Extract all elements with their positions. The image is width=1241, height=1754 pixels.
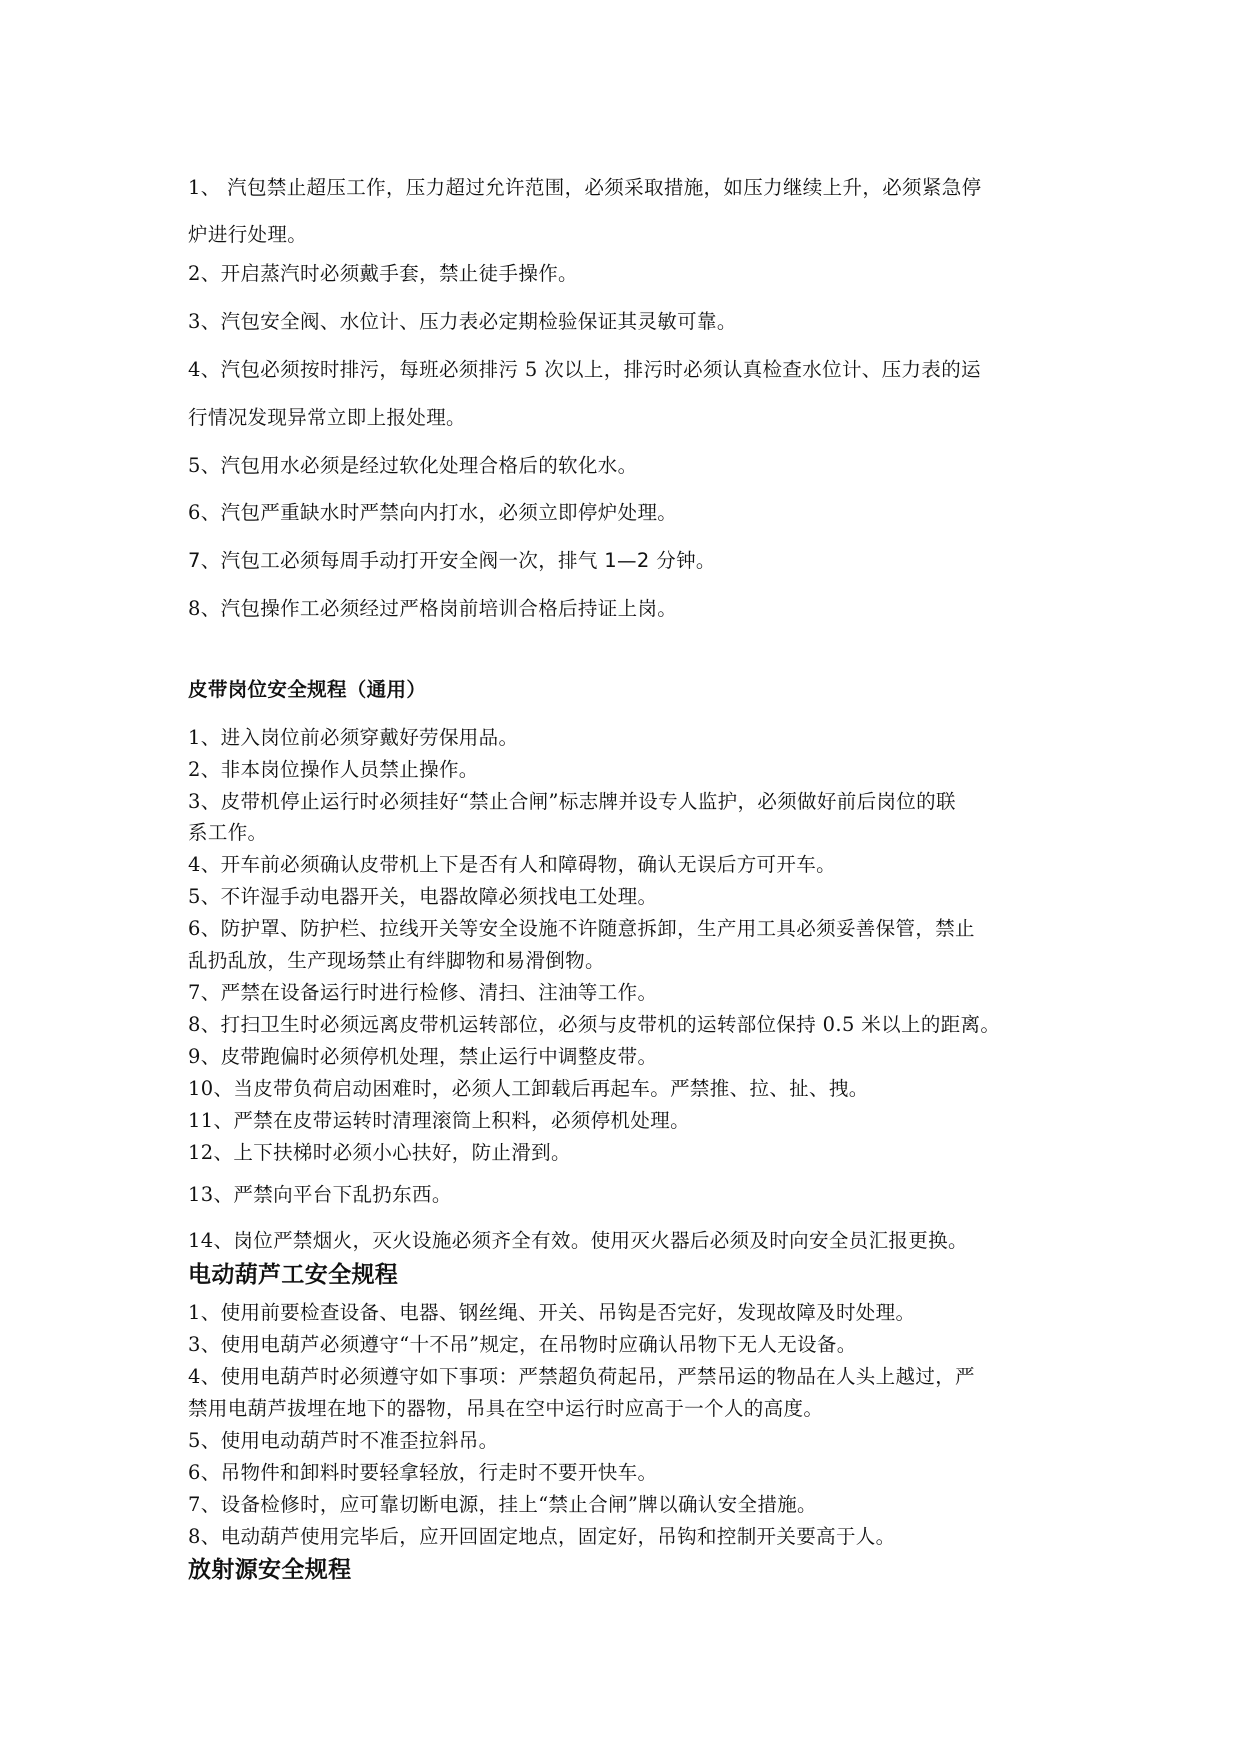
list-item: 7、汽包工必须每周手动打开安全阀一次，排气 1—2 分钟。 [188, 549, 716, 572]
list-item: 1、 汽包禁止超压工作，压力超过允许范围，必须采取措施，如压力继续上升，必须紧急停 [188, 176, 982, 199]
list-item: 12、上下扶梯时必须小心扶好，防止滑到。 [188, 1141, 571, 1164]
list-item: 8、汽包操作工必须经过严格岗前培训合格后持证上岗。 [188, 597, 678, 620]
list-item: 13、严禁向平台下乱扔东西。 [188, 1183, 452, 1206]
list-item: 6、防护罩、防护栏、拉线开关等安全设施不许随意拆卸，生产用工具必须妥善保管，禁止 [188, 917, 975, 940]
list-item: 系工作。 [188, 821, 268, 844]
list-item: 乱扔乱放，生产现场禁止有绊脚物和易滑倒物。 [188, 949, 605, 972]
list-item: 3、汽包安全阀、水位计、压力表必定期检验保证其灵敏可靠。 [188, 310, 737, 333]
list-item: 3、皮带机停止运行时必须挂好“禁止合闸”标志牌并设专人监护，必须做好前后岗位的联 [188, 790, 956, 813]
list-item: 10、当皮带负荷启动困难时，必须人工卸载后再起车。严禁推、拉、扯、拽。 [188, 1077, 869, 1100]
list-item: 6、汽包严重缺水时严禁向内打水，必须立即停炉处理。 [188, 501, 678, 524]
list-item: 2、非本岗位操作人员禁止操作。 [188, 758, 479, 781]
list-item: 禁用电葫芦拔埋在地下的器物，吊具在空中运行时应高于一个人的高度。 [188, 1397, 824, 1420]
list-item: 行情况发现异常立即上报处理。 [188, 406, 466, 429]
list-item: 4、使用电葫芦时必须遵守如下事项：严禁超负荷起吊，严禁吊运的物品在人头上越过，严 [188, 1365, 975, 1388]
list-item: 5、不许湿手动电器开关，电器故障必须找电工处理。 [188, 885, 658, 908]
list-item: 7、严禁在设备运行时进行检修、清扫、注油等工作。 [188, 981, 658, 1004]
list-item: 3、使用电葫芦必须遵守“十不吊”规定，在吊物时应确认吊物下无人无设备。 [188, 1333, 857, 1356]
section-heading: 电动葫芦工安全规程 [188, 1262, 399, 1288]
section-heading: 皮带岗位安全规程（通用） [188, 678, 427, 701]
list-item: 7、设备检修时，应可靠切断电源，挂上“禁止合闸”牌以确认安全措施。 [188, 1493, 817, 1516]
list-item: 1、进入岗位前必须穿戴好劳保用品。 [188, 726, 519, 749]
list-item: 4、开车前必须确认皮带机上下是否有人和障碍物，确认无误后方可开车。 [188, 853, 836, 876]
section-heading: 放射源安全规程 [188, 1557, 352, 1583]
list-item: 6、吊物件和卸料时要轻拿轻放，行走时不要开快车。 [188, 1461, 658, 1484]
list-item: 4、汽包必须按时排污，每班必须排污 5 次以上，排污时必须认真检查水位计、压力表的运 [188, 358, 981, 381]
list-item: 8、电动葫芦使用完毕后，应开回固定地点，固定好，吊钩和控制开关要高于人。 [188, 1525, 896, 1548]
list-item: 9、皮带跑偏时必须停机处理，禁止运行中调整皮带。 [188, 1045, 658, 1068]
list-item: 14、岗位严禁烟火，灭火设施必须齐全有效。使用灭火器后必须及时向安全员汇报更换。 [188, 1229, 968, 1252]
list-item: 5、使用电动葫芦时不准歪拉斜吊。 [188, 1429, 499, 1452]
list-item: 8、打扫卫生时必须远离皮带机运转部位，必须与皮带机的运转部位保持 0.5 米以上的距离。 [188, 1013, 1001, 1036]
list-item: 1、使用前要检查设备、电器、钢丝绳、开关、吊钩是否完好，发现故障及时处理。 [188, 1301, 916, 1324]
list-item: 11、严禁在皮带运转时清理滚筒上积料，必须停机处理。 [188, 1109, 690, 1132]
list-item: 5、汽包用水必须是经过软化处理合格后的软化水。 [188, 454, 638, 477]
list-item: 2、开启蒸汽时必须戴手套，禁止徒手操作。 [188, 262, 578, 285]
list-item: 炉进行处理。 [188, 223, 308, 246]
